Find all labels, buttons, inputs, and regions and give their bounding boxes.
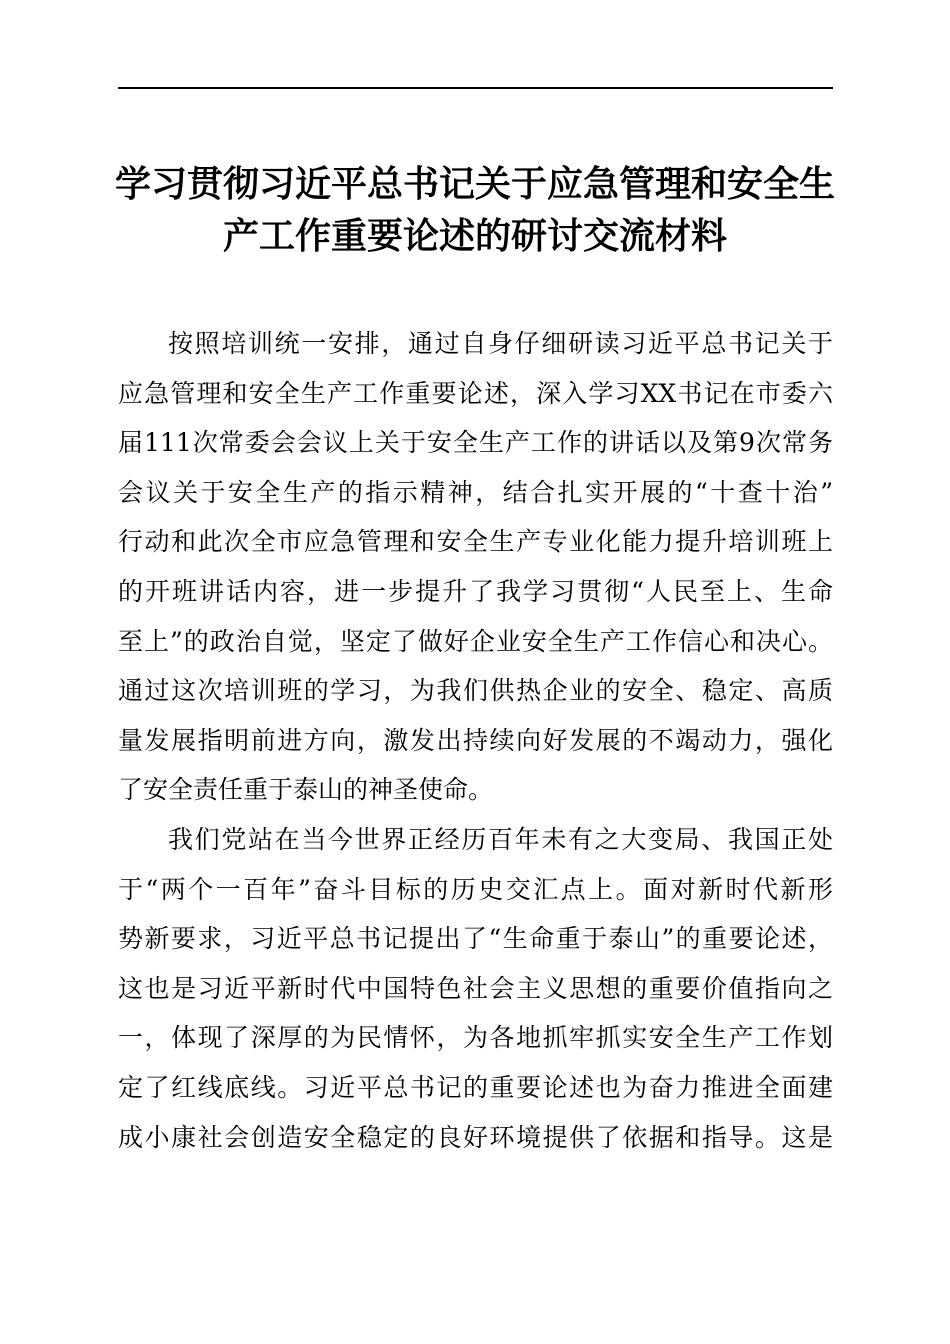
title-line: 学习贯彻习近平总书记关于应急管理和安全生 xyxy=(114,163,835,205)
text-line: 量发展指明前进方向，激发出持续向好发展的不竭动力，强化 xyxy=(118,725,833,755)
text-line: 一，体现了深厚的为民情怀，为各地抓牢抓实安全生产工作划 xyxy=(118,1023,833,1053)
header-rule xyxy=(118,87,833,89)
title-line: 产工作重要论述的研讨交流材料 xyxy=(222,215,727,257)
text-line: 按照培训统一安排，通过自身仔细研读习近平总书记关于 xyxy=(168,329,833,358)
text-line: 我们党站在当今世界正经历百年未有之大变局、我国正处 xyxy=(168,824,833,854)
text-line: 届111次常委会会议上关于安全生产工作的讲话以及第9次常务 xyxy=(118,428,833,458)
paragraph-1 xyxy=(118,319,833,815)
document-body xyxy=(118,319,833,1162)
text-line: 这也是习近平新时代中国特色社会主义思想的重要价值指向之 xyxy=(118,973,833,1003)
text-line: 于“两个一百年”奋斗目标的历史交汇点上。面对新时代新形 xyxy=(118,874,833,904)
text-line: 至上”的政治自觉，坚定了做好企业安全生产工作信心和决心。 xyxy=(118,626,833,656)
text-line: 势新要求，习近平总书记提出了“生命重于泰山”的重要论述， xyxy=(118,924,833,954)
text-line: 了安全责任重于泰山的神圣使命。 xyxy=(118,775,494,805)
paragraph-2 xyxy=(118,815,833,1162)
text-line: 定了红线底线。习近平总书记的重要论述也为奋力推进全面建 xyxy=(118,1072,833,1102)
text-line: 会议关于安全生产的指示精神，结合扎实开展的“十查十治” xyxy=(118,477,833,507)
text-line: 的开班讲话内容，进一步提升了我学习贯彻“人民至上、生命 xyxy=(118,576,833,606)
text-line: 应急管理和安全生产工作重要论述，深入学习XX书记在市委六 xyxy=(118,378,833,408)
text-line: 行动和此次全市应急管理和安全生产专业化能力提升培训班上 xyxy=(118,527,833,557)
text-line: 成小康社会创造安全稳定的良好环境提供了依据和指导。这是 xyxy=(118,1122,833,1152)
document-title xyxy=(100,158,850,262)
text-line: 通过这次培训班的学习，为我们供热企业的安全、稳定、高质 xyxy=(118,676,833,706)
